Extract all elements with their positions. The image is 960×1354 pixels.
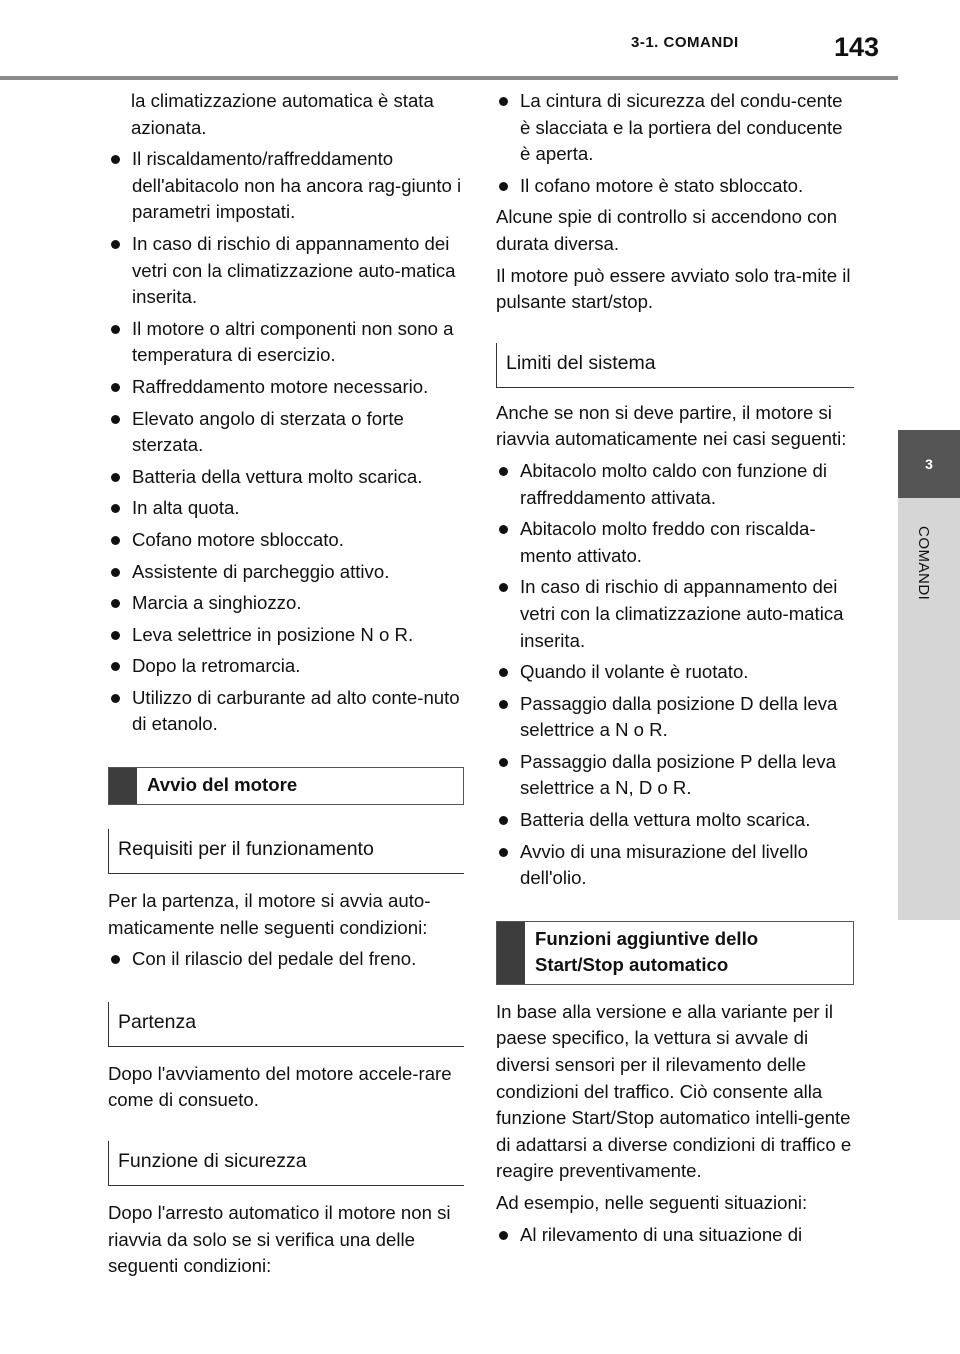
section-title: 3-1. COMANDI <box>631 34 739 51</box>
left-column <box>108 88 464 1285</box>
subsection-heading-partenza: Partenza <box>108 1002 464 1047</box>
chapter-label: COMANDI <box>915 526 932 601</box>
page-number: 143 <box>834 32 880 62</box>
list-item: Il motore o altri componenti non sono a temperatura di esercizio. <box>108 316 464 369</box>
right-column <box>496 88 854 1253</box>
list-item: In caso di rischio di appannamento dei vetri con la climatizzazione auto-matica inserita. <box>496 574 854 654</box>
list-item: Dopo la retromarcia. <box>108 653 464 680</box>
subsection-heading-sicurezza: Funzione di sicurezza <box>108 1141 464 1186</box>
paragraph: In base alla versione e alla variante per il paese specifico, la vettura si avvale di diversi sensori per il rilevamento delle condizioni del traffico. Ciò consente alla funzione Start/Stop automatico intelli-gente di adattarsi a diverse condizioni di traffico e reagire preventivamente. <box>496 1000 852 1182</box>
paragraph: Il motore può essere avviato solo tra-mite il pulsante start/stop. <box>496 264 851 313</box>
list-item: Il cofano motore è stato sbloccato. <box>496 173 854 200</box>
list-item: Quando il volante è ruotato. <box>496 659 854 686</box>
list-item: Al rilevamento di una situazione di <box>496 1222 854 1249</box>
list-item: Passaggio dalla posizione D della leva selettrice a N o R. <box>496 691 854 744</box>
header-rule <box>0 76 898 80</box>
list-item: Marcia a singhiozzo. <box>108 590 464 617</box>
list-item: Con il rilascio del pedale del freno. <box>108 946 464 973</box>
list-item: Cofano motore sbloccato. <box>108 527 464 554</box>
section-heading-avvio: Avvio del motore <box>108 767 464 805</box>
list-item: Batteria della vettura molto scarica. <box>108 464 464 491</box>
paragraph: Per la partenza, il motore si avvia auto-maticamente nelle seguenti condizioni: <box>108 890 431 938</box>
list-item: Leva selettrice in posizione N o R. <box>108 622 464 649</box>
list-item: Utilizzo di carburante ad alto conte-nuto di etanolo. <box>108 685 464 738</box>
list-item: In alta quota. <box>108 495 464 522</box>
list-item: Batteria della vettura molto scarica. <box>496 807 854 834</box>
list-item: Avvio di una misurazione del livello dell'olio. <box>496 839 854 892</box>
paragraph: Dopo l'arresto automatico il motore non si riavvia da solo se si verifica una delle seguenti condizioni: <box>108 1202 451 1277</box>
list-item: Il riscaldamento/raffreddamento dell'abitacolo non ha ancora rag-giunto i parametri impostati. <box>108 146 464 226</box>
list-item: Abitacolo molto freddo con riscalda-mento attivato. <box>496 516 854 569</box>
paragraph: Ad esempio, nelle seguenti situazioni: <box>496 1192 808 1213</box>
paragraph: Alcune spie di controllo si accendono con durata diversa. <box>496 206 838 254</box>
paragraph: Anche se non si deve partire, il motore si riavvia automaticamente nei casi seguenti: <box>496 401 847 450</box>
list-item: Assistente di parcheggio attivo. <box>108 559 464 586</box>
list-item: Abitacolo molto caldo con funzione di raffreddamento attivata. <box>496 458 854 511</box>
list-item: La cintura di sicurezza del condu-cente è slacciata e la portiera del conducente è aperta. <box>496 88 854 168</box>
list-item: In caso di rischio di appannamento dei vetri con la climatizzazione auto-matica inserita. <box>108 231 464 311</box>
chapter-label-tab <box>898 498 960 920</box>
paragraph: la climatizzazione automatica è stata azionata. <box>131 90 434 138</box>
chapter-number-tab: 3 <box>898 430 960 498</box>
list-item: Raffreddamento motore necessario. <box>108 374 464 401</box>
section-heading-funzioni: Funzioni aggiuntive dello Start/Stop automatico <box>496 921 854 985</box>
list-item: Elevato angolo di sterzata o forte sterzata. <box>108 406 464 459</box>
list-item: Passaggio dalla posizione P della leva selettrice a N, D o R. <box>496 749 854 802</box>
paragraph: Dopo l'avviamento del motore accele-rare come di consueto. <box>108 1062 452 1111</box>
subsection-heading-limiti: Limiti del sistema <box>496 343 854 388</box>
subsection-heading-requisiti: Requisiti per il funzionamento <box>108 829 464 874</box>
